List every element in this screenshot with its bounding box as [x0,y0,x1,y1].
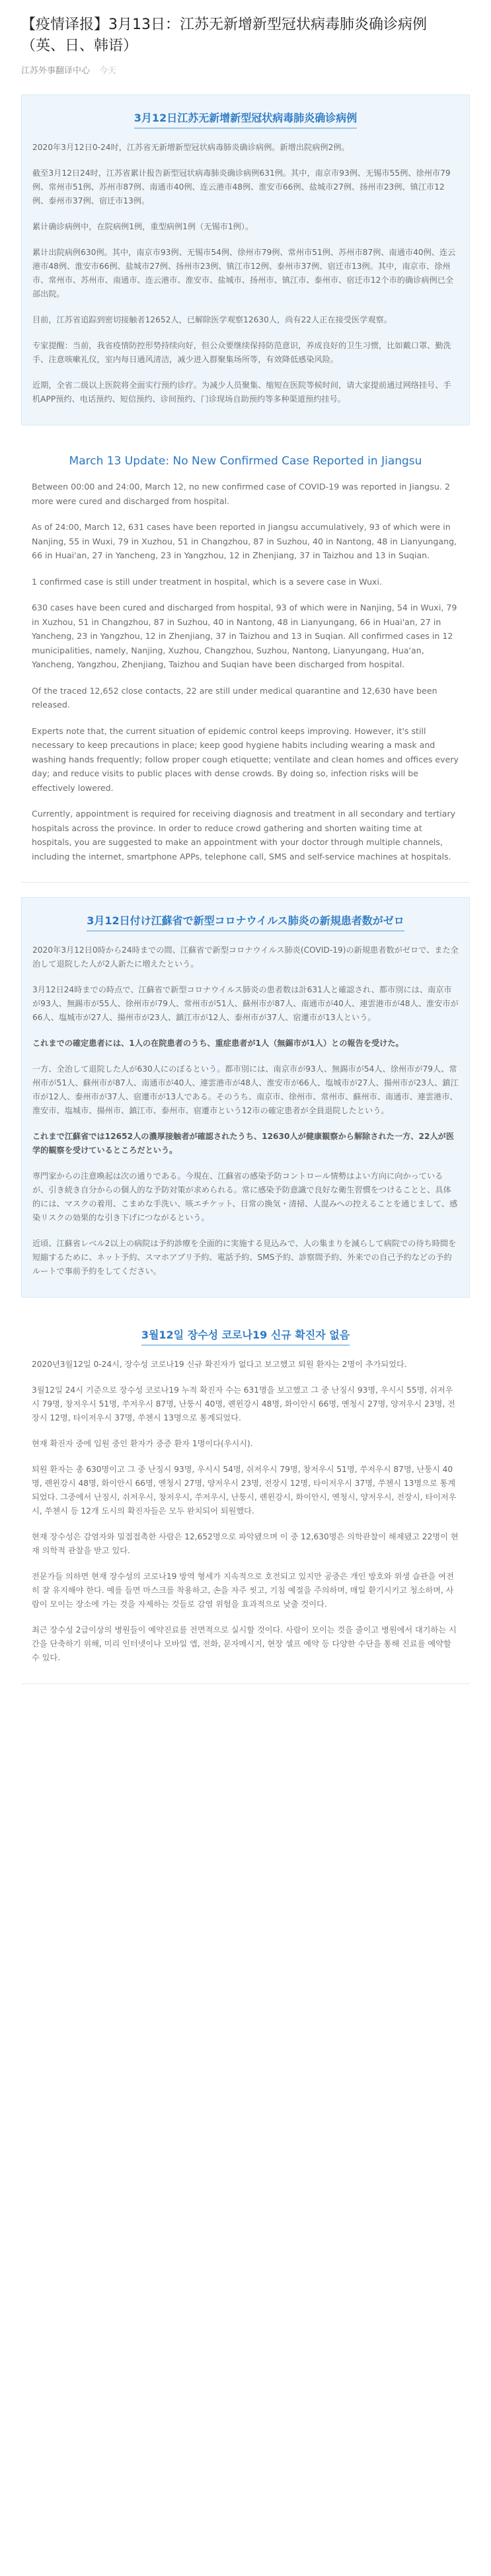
heading-text: 3月12日江苏无新增新型冠状病毒肺炎确诊病例 [134,110,357,129]
paragraph: 一方、全治して退院した人が630人にのぼるという。都市別には、南京市が93人、無錫市が54人、徐州市が79人、常州市が51人、蘇州市が87人、南通市が40人、連雲港市が48人、淮安市が66人、塩城市が27人、揚州市が23人、鎮江市が12人、泰州市が37人、宿遷市が13人である。そのうち、南京市、徐州市、常州市、蘇州市、南通市、連雲港市、淮安市、塩城市、揚州市、鎮江市、泰州市、宿遷市という12市の確定患者が全員退院したという。 [32,1064,459,1115]
publish-date: 今天 [99,66,117,76]
paragraph: 专家提醒：当前，我省疫情防控形势持续向好，但公众要继续保持防范意识，养成良好的卫生习惯，比如戴口罩、勤洗手、注意咳嗽礼仪，室内每日通风清洁，减少进入群聚集场所等，有效降低感染风险。 [32,341,451,364]
paragraph: Between 00:00 and 24:00, March 12, no new confirmed case of COVID-19 was reported in Jiangsu. 2 more were cured and discharged from hospital. [32,482,450,506]
paragraph: 3월12일 24시 기준으로 장수성 코로나19 누적 확진자 수는 631명을 보고했고 그 중 난징시 93명, 우시시 55명, 쉬저우시 79명, 창저우시 51명, 쑤저우시 87명, 난퉁시 40명, 롄윈강시 48명, 화이안시 66명, 옌청시 27명, 양저우시 23명, 전장시 12명, 타이저우시 37명, 쑤첸시 13명으로 통계되었다. [32,1385,455,1422]
article-meta [21,63,470,76]
paragraph: 현재 확진자 중에 입원 중인 환자가 중증 환자 1명이다(우시시). [32,1439,253,1448]
section-chinese [21,94,470,425]
heading-text: March 13 Update: No New Confirmed Case Reported in Jiangsu [69,455,422,468]
paragraph: 전문가들 의하면 현재 장수성의 코로나19 방역 형세가 지속적으로 호전되고 있지만 공중은 개인 방호와 위생 습관을 여전히 잘 유지해야 한다. 예를 들면 마스크를 착용하고, 손을 자주 씻고, 기침 예절을 주의하며, 매일 환기시키고 청소하며, 사람이 모이는 장소에 가는 것을 자제하는 것들로 감염 위험을 효과적으로 낮출 것이다. [32,1572,454,1609]
paragraph: Experts note that, the current situation of epidemic control keeps improving. However, it's still necessary to keep precautions in place; keep good hygiene habits including wearing a mask and washing hands frequently; follow proper cough etiquette; ventilate and clean homes and offices every day; and reduce visits to public places with dense crowds. By doing so, infection risks will be effectively lowered. [32,725,459,793]
paragraph: 近頃、江蘇省レベル2以上の病院は予約診療を全面的に実施する見込みで、人の集まりを減らして病院での待ち時間を短縮するために、ネット予約、スマホアプリ予約、電話予約、SMS予約、診察間予約、外来での自己予約などの予約ルートで事前予約をしてください。 [32,1239,457,1276]
section-english [21,440,470,883]
paragraph: 専門家からの注意喚起は次の通りである。今現在、江蘇省の感染予防コントロール情勢はよい方向に向かっているが、引き続き自分からの個人的な予防対策が求められる。常に感染予防意識で良好な衛生習慣をつけることと、具体的には、マスクの着用、こまめな手洗い、咳エチケット、日常の換気・清掃、人混みへの控えることを通じまして、感染リスクの効果的な引き下げにつながるという。 [32,1171,458,1222]
paragraph: 2020년3월12일 0-24시, 장수성 코로나19 신규 확진자가 없다고 보고했고 퇴원 환자는 2명이 추가되었다. [32,1360,407,1369]
paragraph: 截至3月12日24时，江苏省累计报告新型冠状病毒肺炎确诊病例631例。其中，南京市93例、无锡市55例、徐州市79例、常州市51例、苏州市87例、南通市40例、连云港市48例、淮安市66例、盐城市27例、扬州市23例、镇江市12例、泰州市37例、宿迁市13例。 [32,168,451,205]
article-title: 【疫情译报】3月13日：江苏无新增新型冠状病毒肺炎确诊病例（英、日、韩语） [21,17,427,54]
paragraph: 1 confirmed case is still under treatment in hospital, which is a severe case in Wuxi. [32,576,383,587]
paragraph: 目前，江苏省追踪到密切接触者12652人，已解除医学观察12630人，尚有22人正在接受医学观察。 [32,315,392,324]
paragraph: As of 24:00, March 12, 631 cases have been reported in Jiangsu accumulatively, 93 of which were in Nanjing, 55 in Wuxi, 79 in Xuzhou, 51 in Changzhou, 87 in Suzhou, 40 in Nantong, 48 in Lianyungang, 66 in Huai'an, 27 in Yancheng, 23 in Yangzhou, 12 in Zhenjiang, 37 in Taizhou and 13 in Suqian. [32,522,457,560]
paragraph: 累计出院病例630例。其中，南京市93例、无锡市54例、徐州市79例、常州市51例、苏州市87例、南通市40例、连云港市48例、淮安市66例、盐城市27例、扬州市23例、镇江市12例、泰州市37例、宿迁市13例。其中，南京市、徐州市、常州市、苏州市、南通市、连云港市、淮安市、盐城市、扬州市、镇江市、泰州市、宿迁市12个市的确诊病例已全部出院。 [32,248,456,299]
paragraph: 퇴원 환자는 총 630명이고 그 중 난징시 93명, 우시시 54명, 쉬저우시 79명, 창저우시 51명, 쑤저우시 87명, 난퉁시 40명, 롄윈강시 48명, 화이안시 66명, 옌청시 27명, 양저우시 23명, 전장시 12명, 타이저우시 37명, 쑤첸시 13명으로 통계되었다. 그중에서 난징시, 쉬저우시, 창저우시, 쑤저우시, 난퉁시, 롄윈강시, 화이안시, 옌청시, 양저우시, 전장시, 타이저우시, 쑤첸시 등 12개 도시의 확진자들은 모두 완치되어 퇴원했다. [32,1465,457,1516]
section-heading-english [32,440,459,480]
section-heading-korean [32,1312,459,1358]
paragraph: 최근 장수성 2급이상의 병원들이 예약진료를 전면적으로 실시할 것이다. 사람이 모이는 것을 줄이고 병원에서 대기하는 시간을 단축하기 위해, 미리 인터넷이나 모바일 앱, 전화, 문자메시지, 현장 셀프 예약 등 다양한 수단을 통해 진료를 예약할 수 있다. [32,1625,457,1662]
paragraph: 현재 장수성은 감염자와 밀접접촉한 사람은 12,652명으로 파악됐으며 이 중 12,630명은 의학관찰이 해제됐고 22명이 현재 의학적 관찰을 받고 있다. [32,1532,459,1555]
paragraph: 2020年3月12日0時から24時までの間、江蘇省で新型コロナウイルス肺炎(COVID-19)の新規患者数がゼロで、また全治して退院した人が2人新たに増えたという。 [32,945,459,969]
paragraph: 630 cases have been cured and discharged from hospital, 93 of which were in Nanjing, 54 in Wuxi, 79 in Xuzhou, 51 in Changzhou, 87 in Suzhou, 40 in Nantong, 48 in Lianyungang, 66 in Huai'an, 27 in Yancheng, 23 in Yangzhou, 12 in Zhenjiang, 37 in Taizhou and 13 in Suqian. All confirmed cases in 12 municipalities, namely, Nanjing, Xuzhou, Changzhou, Suzhou, Nantong, Lianyungang, Hua'an, Yancheng, Yangzhou, Zhenjiang, Taizhou and Suqian have been discharged from hospital. [32,603,457,669]
paragraph: これまでの確定患者には、1人の在院患者のうち、重症患者が1人（無錫市が1人）との報告を受けた。 [32,1039,404,1048]
paragraph: 2020年3月12日0-24时，江苏省无新增新型冠状病毒肺炎确诊病例。新增出院病例2例。 [32,143,350,152]
paragraph: 累计确诊病例中，在院病例1例，重型病例1例（无锡市1例）。 [32,222,254,231]
section-korean [21,1312,470,1684]
section-heading-chinese [32,95,459,141]
paragraph: 3月12日24時までの時点で、江蘇省で新型コロナウイルス肺炎の患者数は計631人と確認され、都市別には、南京市が93人、無錫市が55人、徐州市が79人、常州市が51人、蘇州市が87人、南通市が40人、連雲港市が48人、淮安市が66人、塩城市が27人、揚州市が23人、鎮江市が12人、泰州市が37人、宿遷市が13人という。 [32,985,459,1022]
source-account-link[interactable]: 江苏外事翻译中心 [21,66,91,76]
section-japanese [21,897,470,1298]
paragraph: これまで江蘇省では12652人の濃厚接触者が確認されたうち、12630人が健康観察から解除された一方、22人が医学的観察を受けているところだという。 [32,1132,455,1155]
heading-text: 3月12日付け江蘇省で新型コロナウイルス肺炎の新規患者数がゼロ [87,912,404,932]
paragraph: Of the traced 12,652 close contacts, 22 are still under medical quarantine and 12,630 have been released. [32,685,437,710]
section-heading-japanese [32,898,459,943]
paragraph: 近期，全省二级以上医院将全面实行预约诊疗。为减少人员聚集、缩短在医院等候时间，请大家提前通过网络挂号、手机APP预约、电话预约、短信预约、诊间预约、门诊现场自助预约等多种渠道预约挂号。 [32,381,451,404]
heading-text: 3월12일 장수성 코로나19 신규 확진자 없음 [141,1327,350,1346]
paragraph: Currently, appointment is required for receiving diagnosis and treatment in all secondary and tertiary hospitals across the province. In order to reduce crowd gathering and shorten waiting time at hospitals, you are suggested to make an appointment with your doctor through multiple channels, including the internet, smartphone APPs, telephone call, SMS and self-service machines at hospitals. [32,809,456,862]
